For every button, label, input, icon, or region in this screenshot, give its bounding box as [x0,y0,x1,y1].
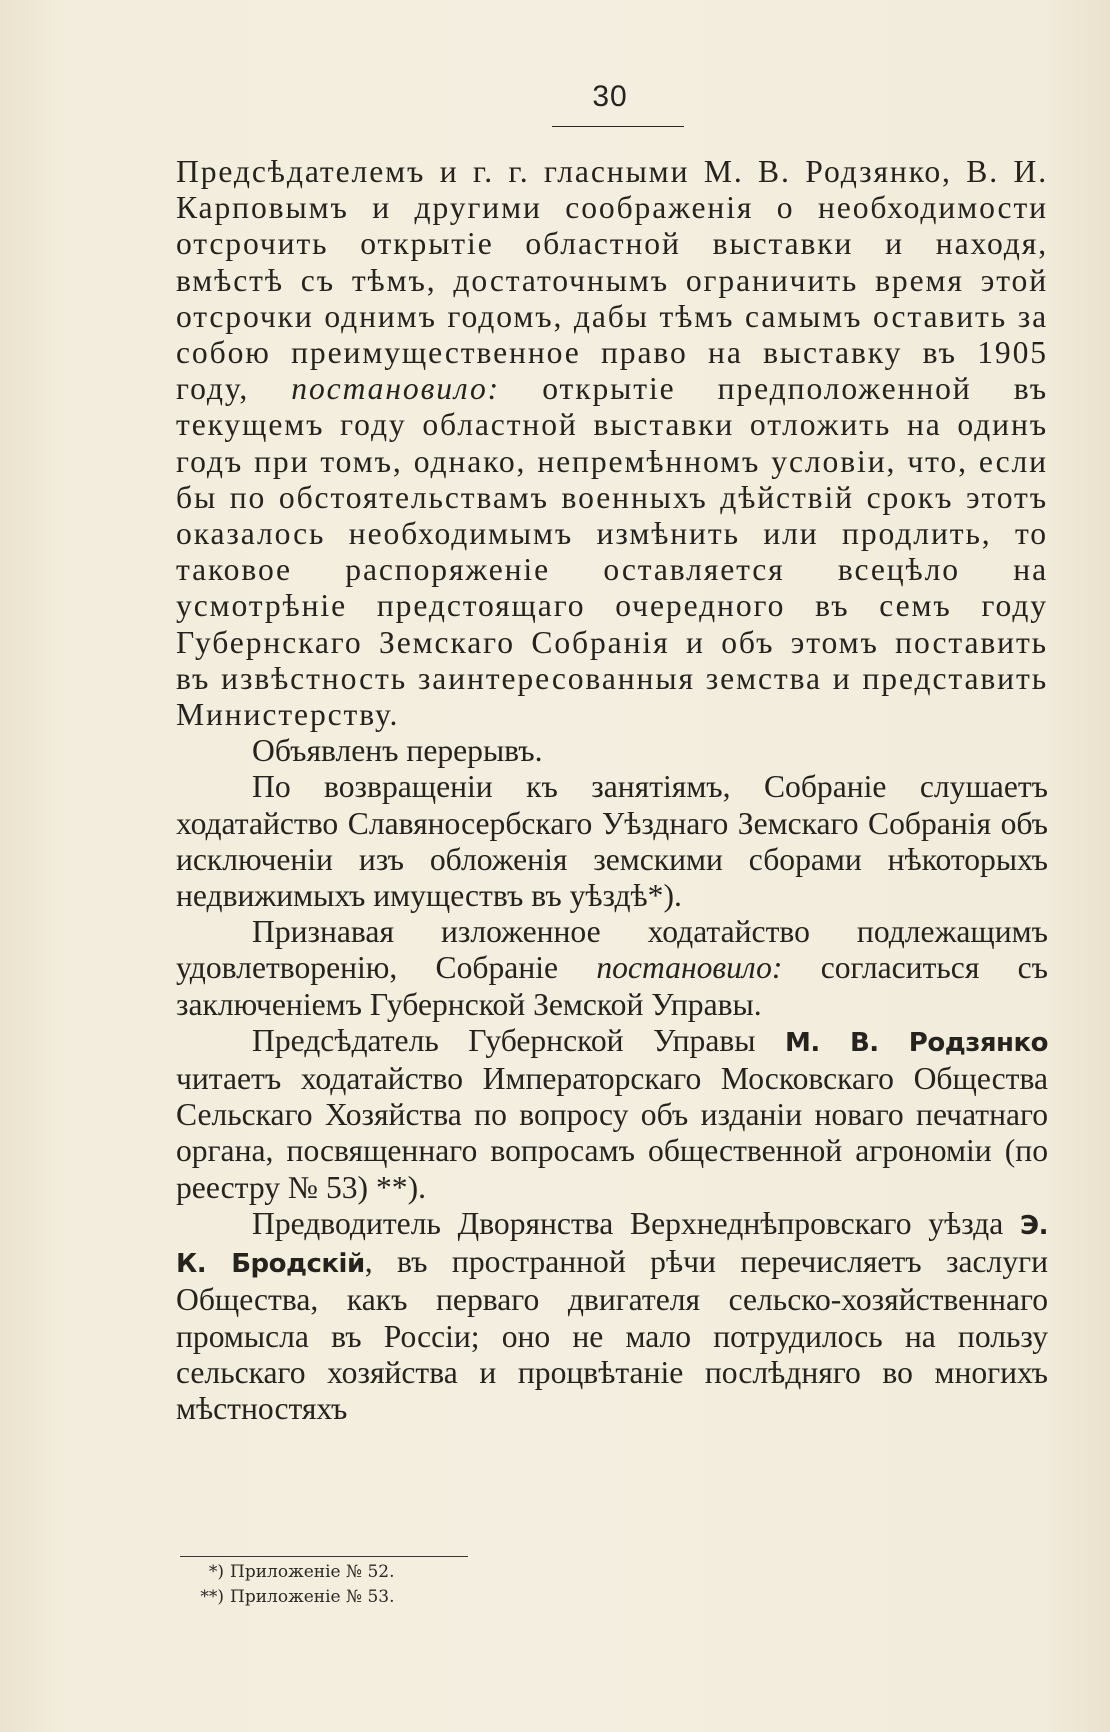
paragraph-1-emphasis: постановило: [291,371,501,407]
body-text [176,154,1048,1427]
paragraph-6-text: Предводитель Дворянства Верхнеднѣпровскаго уѣзда [252,1205,1021,1241]
paragraph-4-text: Признавая изложенное ходатайство подлежащимъ удовлетворенію, Собраніе [176,914,1048,986]
footnote-2-text: Приложеніе № 53. [230,1587,395,1607]
footnotes [180,1560,580,1610]
paragraph-6-continuation: , въ пространной рѣчи перечисляетъ заслуги Общества, какъ перваго двигателя сельско-хозяйственнаго промысла въ Россіи; оно не мало потрудилось на пользу сельскаго хозяйства и процвѣтаніе послѣдняго во многихъ мѣстностяхъ [176,1244,1048,1426]
footnote-1 [180,1560,580,1585]
paragraph-3 [176,769,1048,914]
paragraph-1 [176,154,1048,733]
paragraph-5-text: Предсѣдатель Губернской Управы [252,1022,786,1058]
footnote-2 [180,1585,580,1610]
footnote-separator [180,1556,468,1557]
footnote-1-text: Приложеніе № 52. [230,1562,395,1582]
paragraph-1-text: Предсѣдателемъ и г. г. гласными М. В. Родзянко, В. И. Карповымъ и другими соображенія о необходимости отсрочить открытіе областной выставки и находя, вмѣстѣ съ тѣмъ, достаточнымъ ограничить время этой отсрочки однимъ годомъ, дабы тѣмъ самымъ оставить за собою преимущественное право на выставку въ 1905 году, [176,154,1048,407]
paragraph-5 [176,1023,1048,1206]
page-number-rule [552,126,684,127]
paragraph-4 [176,914,1048,1023]
paragraph-4-continuation: согласиться съ заключеніемъ Губернской Земской Управы. [176,950,1048,1022]
paragraph-2 [176,733,1048,769]
paragraph-6 [176,1206,1048,1427]
paragraph-2-text: Объявленъ перерывъ. [252,733,543,769]
speaker-name-brodsky: Э. К. Бродскій [176,1210,1048,1280]
paragraph-4-emphasis: постановило: [596,950,783,986]
page-number: 30 [592,80,628,113]
paragraph-3-text: По возвращеніи къ занятіямъ, Собраніе слушаетъ ходатайство Славяносербскаго Уѣзднаго Земскаго Собранія объ исключеніи изъ обложенія земскими сборами нѣкоторыхъ недвижимыхъ имуществъ въ уѣздѣ*). [176,769,1048,914]
footnote-1-mark: *) [208,1562,224,1582]
footnote-2-mark: **) [200,1587,224,1607]
paragraph-5-continuation: читаетъ ходатайство Императорскаго Московскаго Общества Сельскаго Хозяйства по вопросу объ изданіи новаго печатнаго органа, посвященнаго вопросамъ общественной агрономіи (по реестру № 53) **). [176,1061,1048,1205]
speaker-name-rodzyanko: М. В. Родзянко [785,1027,1048,1058]
paragraph-1-continuation: открытіе предположенной въ текущемъ году областной выставки отложить на одинъ годъ при томъ, однако, непремѣнномъ условіи, что, если бы по обстоятельствамъ военныхъ дѣйствій срокъ этотъ оказалось необходимымъ измѣнить или продлить, то таковое распоряженіе оставляется всецѣло на усмотрѣніе предстоящаго очередного въ семъ году Губернскаго Земскаго Собранія и объ этомъ поставить въ извѣстность заинтересованныя земства и представить Министерству. [176,371,1048,733]
